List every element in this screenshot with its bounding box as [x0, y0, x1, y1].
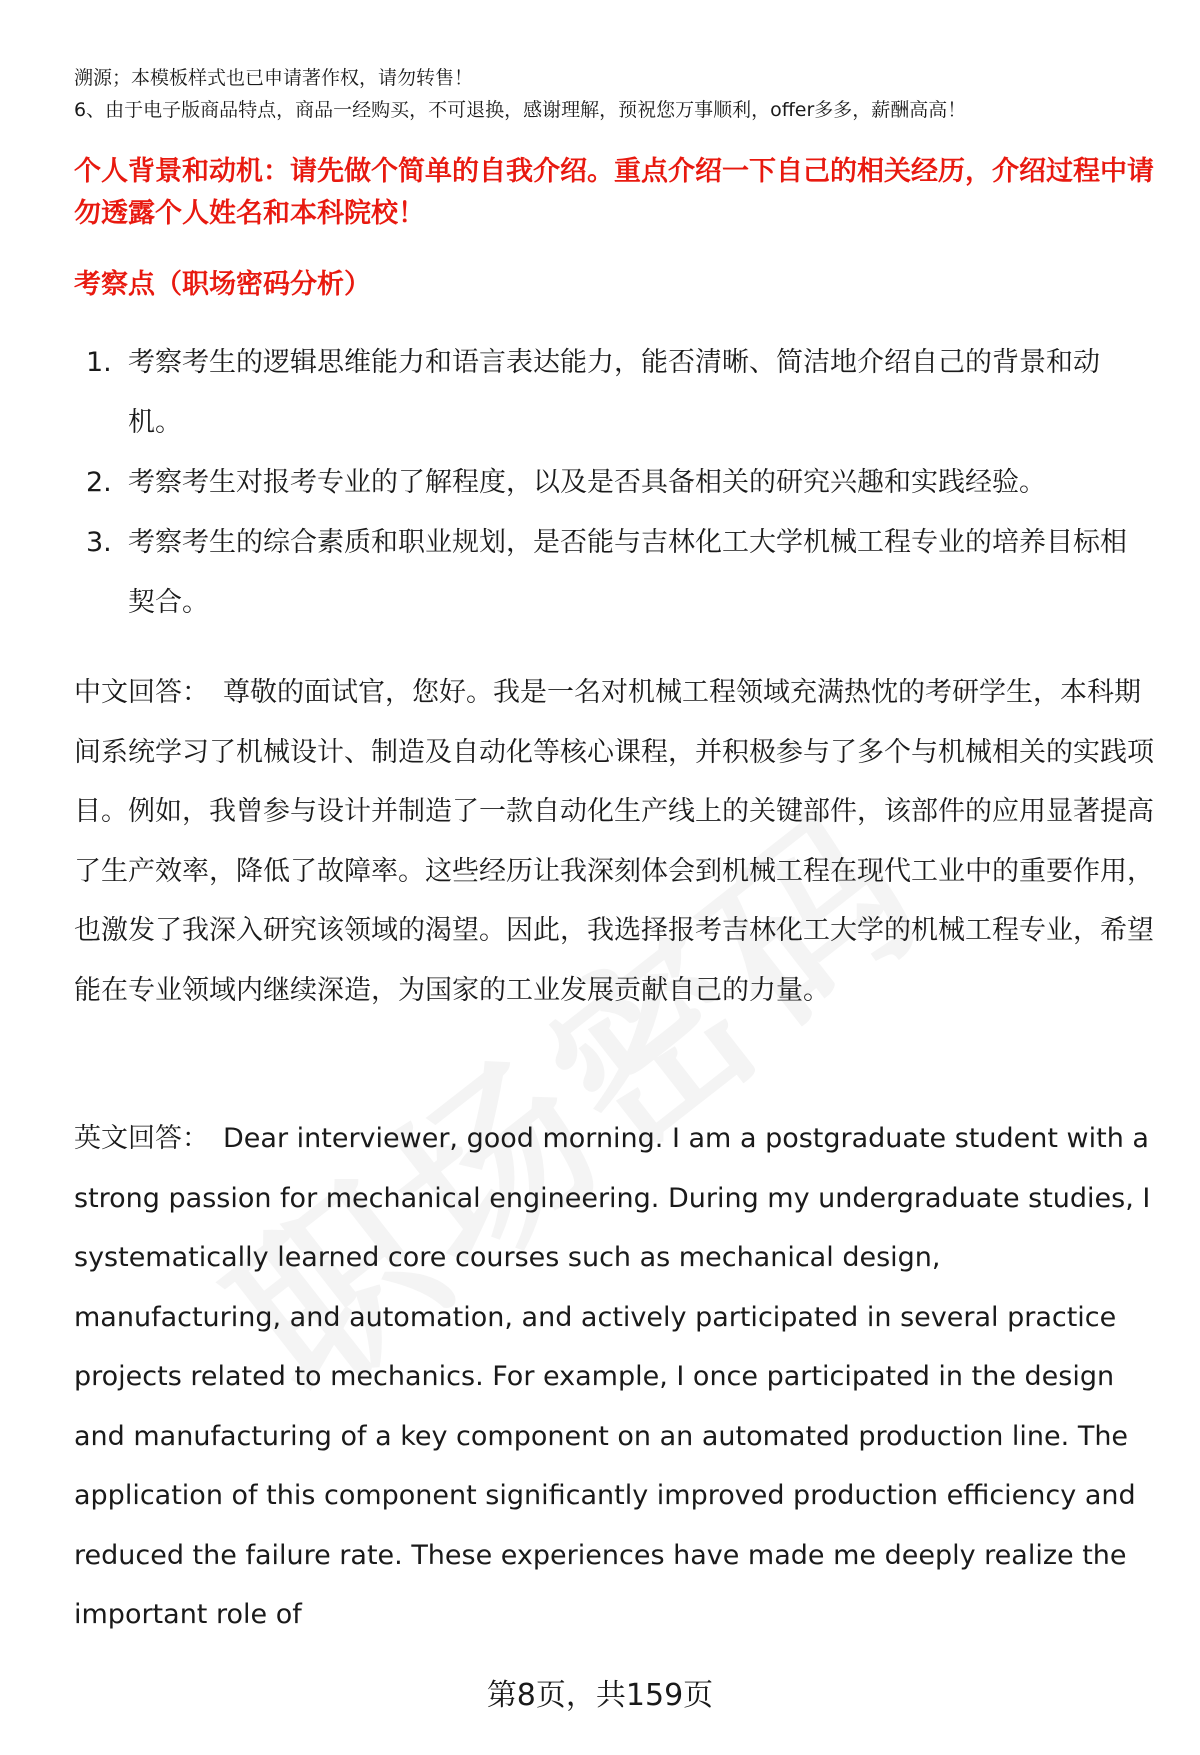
list-item-number: 2.: [86, 467, 112, 498]
list-item-text: 考察考生对报考专业的了解程度，以及是否具备相关的研究兴趣和实践经验。: [128, 467, 1046, 498]
chinese-answer-label: 中文回答：: [74, 677, 209, 708]
english-answer: [74, 1109, 1154, 1645]
list-item-number: 1.: [86, 347, 112, 378]
key-points-list: [74, 333, 1144, 633]
notice-line-1: 溯源；本模板样式也已申请著作权，请勿转售！: [74, 67, 474, 89]
list-item: [74, 513, 1144, 633]
english-answer-label: 英文回答：: [74, 1123, 209, 1154]
list-item: [74, 453, 1144, 513]
english-answer-text: Dear interviewer, good morning. I am a postgraduate student with a strong passion for mechanical engineering. During my undergraduate studies, I systematically learned core courses such as mechanical design, manufacturing, and automation, and actively participated in several practice projects related to mechanics. For example, I once participated in the design and manufacturing of a key component on an automated production line. The application of this component significantly improved production efficiency and reduced the failure rate. These experiences have made me deeply realize the important role of: [74, 1123, 1151, 1630]
chinese-answer-text: 尊敬的面试官，您好。我是一名对机械工程领域充满热忱的考研学生，本科期间系统学习了机械设计、制造及自动化等核心课程，并积极参与了多个与机械相关的实践项目。例如，我曾参与设计并制造了一款自动化生产线上的关键部件，该部件的应用显著提高了生产效率，降低了故障率。这些经历让我深刻体会到机械工程在现代工业中的重要作用，也激发了我深入研究该领域的渴望。因此，我选择报考吉林化工大学的机械工程专业，希望能在专业领域内继续深造，为国家的工业发展贡献自己的力量。: [74, 677, 1154, 1006]
notice-line-2: 6、由于电子版商品特点，商品一经购买，不可退换，感谢理解，预祝您万事顺利，offer多多，薪酬高高！: [74, 99, 967, 121]
notice-block: [74, 62, 1134, 126]
list-item-text: 考察考生的综合素质和职业规划，是否能与吉林化工大学机械工程专业的培养目标相契合。: [128, 527, 1127, 618]
list-item-text: 考察考生的逻辑思维能力和语言表达能力，能否清晰、简洁地介绍自己的背景和动机。: [128, 347, 1100, 438]
page-number-footer: 第8页，共159页: [486, 1678, 714, 1713]
list-item: [74, 333, 1144, 453]
chinese-answer: [74, 663, 1154, 1020]
list-item-number: 3.: [86, 527, 112, 558]
key-points-title: 考察点（职场密码分析）: [74, 269, 371, 300]
question-heading: 个人背景和动机：请先做个简单的自我介绍。重点介绍一下自己的相关经历，介绍过程中请勿透露个人姓名和本科院校！: [74, 156, 1154, 229]
